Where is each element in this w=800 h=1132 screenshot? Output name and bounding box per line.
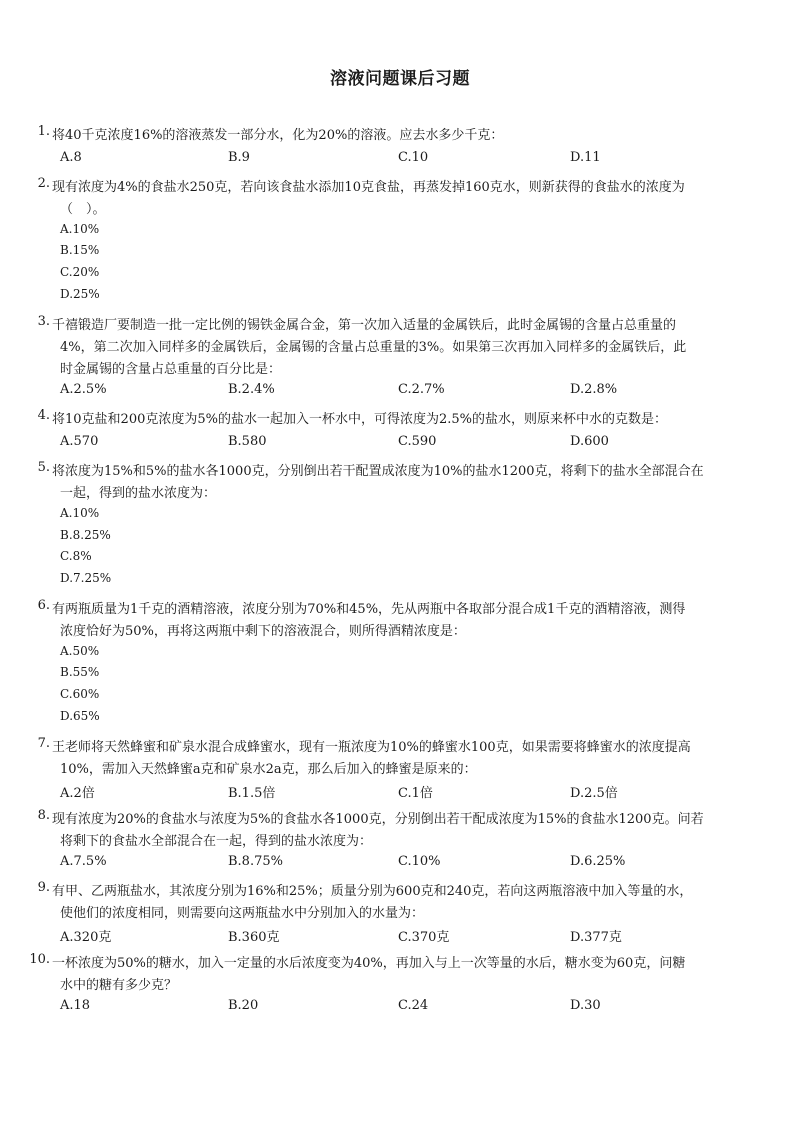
- question-number: 6.: [37, 598, 50, 613]
- option-d: D.377克: [570, 930, 622, 945]
- option-a: A.10%: [60, 506, 100, 520]
- option-d: D.2.8%: [570, 382, 618, 397]
- question-text: 王老师将天然蜂蜜和矿泉水混合成蜂蜜水，现有一瓶浓度为10%的蜂蜜水100克，如果需要将蜂蜜水的浓度提高: [52, 740, 691, 755]
- option-d: D.600: [570, 434, 609, 449]
- question-text: 有两瓶质量为1千克的酒精溶液，浓度分别为70%和45%，先从两瓶中各取部分混合成1千克的酒精溶液，测得: [52, 602, 686, 617]
- option-d: D.30: [570, 998, 601, 1013]
- question-number: 10.: [29, 952, 50, 967]
- option-a: A.50%: [60, 644, 100, 658]
- question-text: （ ）。: [60, 202, 106, 217]
- option-c: C.370克: [398, 930, 450, 945]
- question-text: 将10克盐和200克浓度为5%的盐水一起加入一杯水中，可得浓度为2.5%的盐水，则原来杯中水的克数是：: [52, 412, 668, 427]
- option-b: B.2.4%: [228, 382, 275, 397]
- question-text: 有甲、乙两瓶盐水，其浓度分别为16%和25%；质量分别为600克和240克，若向这两瓶溶液中加入等量的水，: [52, 884, 693, 899]
- question-number: 1.: [37, 124, 50, 139]
- option-c: C.2.7%: [398, 382, 445, 397]
- option-c: C.10%: [398, 854, 441, 869]
- option-b: B.8.75%: [228, 854, 283, 869]
- option-b: B.20: [228, 998, 259, 1013]
- question-number: 3.: [37, 314, 50, 329]
- question-number: 5.: [37, 460, 50, 475]
- page-title: 溶液问题课后习题: [330, 69, 470, 89]
- option-c: C.60%: [60, 687, 100, 701]
- question-text: 10%，需加入天然蜂蜜a克和矿泉水2a克，那么后加入的蜂蜜是原来的：: [60, 762, 477, 777]
- option-b: B.1.5倍: [228, 786, 276, 801]
- question-text: 使他们的浓度相同，则需要向这两瓶盐水中分别加入的水量为：: [60, 906, 425, 921]
- option-b: B.8.25%: [60, 528, 111, 542]
- question-text: 水中的糖有多少克？: [60, 978, 178, 993]
- question-text: 现有浓度为4%的食盐水250克，若向该食盐水添加10克食盐，再蒸发掉160克水，则新获得的食盐水的浓度为: [52, 180, 685, 195]
- option-a: A.570: [60, 434, 99, 449]
- option-d: D.2.5倍: [570, 786, 618, 801]
- question-text: 将40千克浓度16%的溶液蒸发一部分水，化为20%的溶液。应去水多少千克：: [52, 128, 504, 143]
- question-text: 4%，第二次加入同样多的金属铁后，金属锡的含量占总重量的3%。如果第三次再加入同样多的金属铁后，此: [60, 340, 687, 355]
- option-d: D.65%: [60, 709, 100, 723]
- question-number: 8.: [37, 808, 50, 823]
- option-b: B.55%: [60, 665, 100, 679]
- option-a: A.2.5%: [60, 382, 107, 397]
- question-text: 浓度恰好为50%，再将这两瓶中剩下的溶液混合，则所得酒精浓度是：: [60, 624, 466, 639]
- option-a: A.10%: [60, 222, 100, 236]
- option-d: D.11: [570, 150, 601, 165]
- option-b: B.580: [228, 434, 267, 449]
- question-text: 千禧锻造厂要制造一批一定比例的锡铁金属合金，第一次加入适量的金属铁后，此时金属锡的含量占总重量的: [52, 318, 677, 333]
- option-a: A.7.5%: [60, 854, 107, 869]
- question-text: 一杯浓度为50%的糖水，加入一定量的水后浓度变为40%，再加入与上一次等量的水后，糖水变为60克，问糖: [52, 956, 686, 971]
- option-b: B.360克: [228, 930, 280, 945]
- question-text: 将浓度为15%和5%的盐水各1000克，分别倒出若干配置成浓度为10%的盐水1200克，将剩下的盐水全部混合在: [52, 464, 704, 479]
- question-number: 2.: [37, 176, 50, 191]
- option-d: D.25%: [60, 287, 100, 301]
- question-number: 9.: [37, 880, 50, 895]
- question-number: 7.: [37, 736, 50, 751]
- option-b: B.15%: [60, 243, 100, 257]
- option-a: A.8: [60, 150, 82, 165]
- option-c: C.590: [398, 434, 437, 449]
- question-text: 一起，得到的盐水浓度为：: [60, 486, 217, 501]
- option-a: A.18: [60, 998, 91, 1013]
- option-d: D.6.25%: [570, 854, 626, 869]
- option-c: C.8%: [60, 549, 92, 563]
- option-c: C.24: [398, 998, 429, 1013]
- option-d: D.7.25%: [60, 571, 112, 585]
- question-number: 4.: [37, 408, 50, 423]
- option-b: B.9: [228, 150, 250, 165]
- option-a: A.2倍: [60, 786, 95, 801]
- option-a: A.320克: [60, 930, 112, 945]
- option-c: C.1倍: [398, 786, 433, 801]
- question-text: 将剩下的食盐水全部混合在一起，得到的盐水浓度为：: [60, 834, 373, 849]
- question-text: 现有浓度为20%的食盐水与浓度为5%的食盐水各1000克，分别倒出若干配成浓度为15%的食盐水1200克。问若: [52, 812, 704, 827]
- option-c: C.20%: [60, 265, 100, 279]
- option-c: C.10: [398, 150, 429, 165]
- question-text: 时金属锡的含量占总重量的百分比是：: [60, 362, 282, 377]
